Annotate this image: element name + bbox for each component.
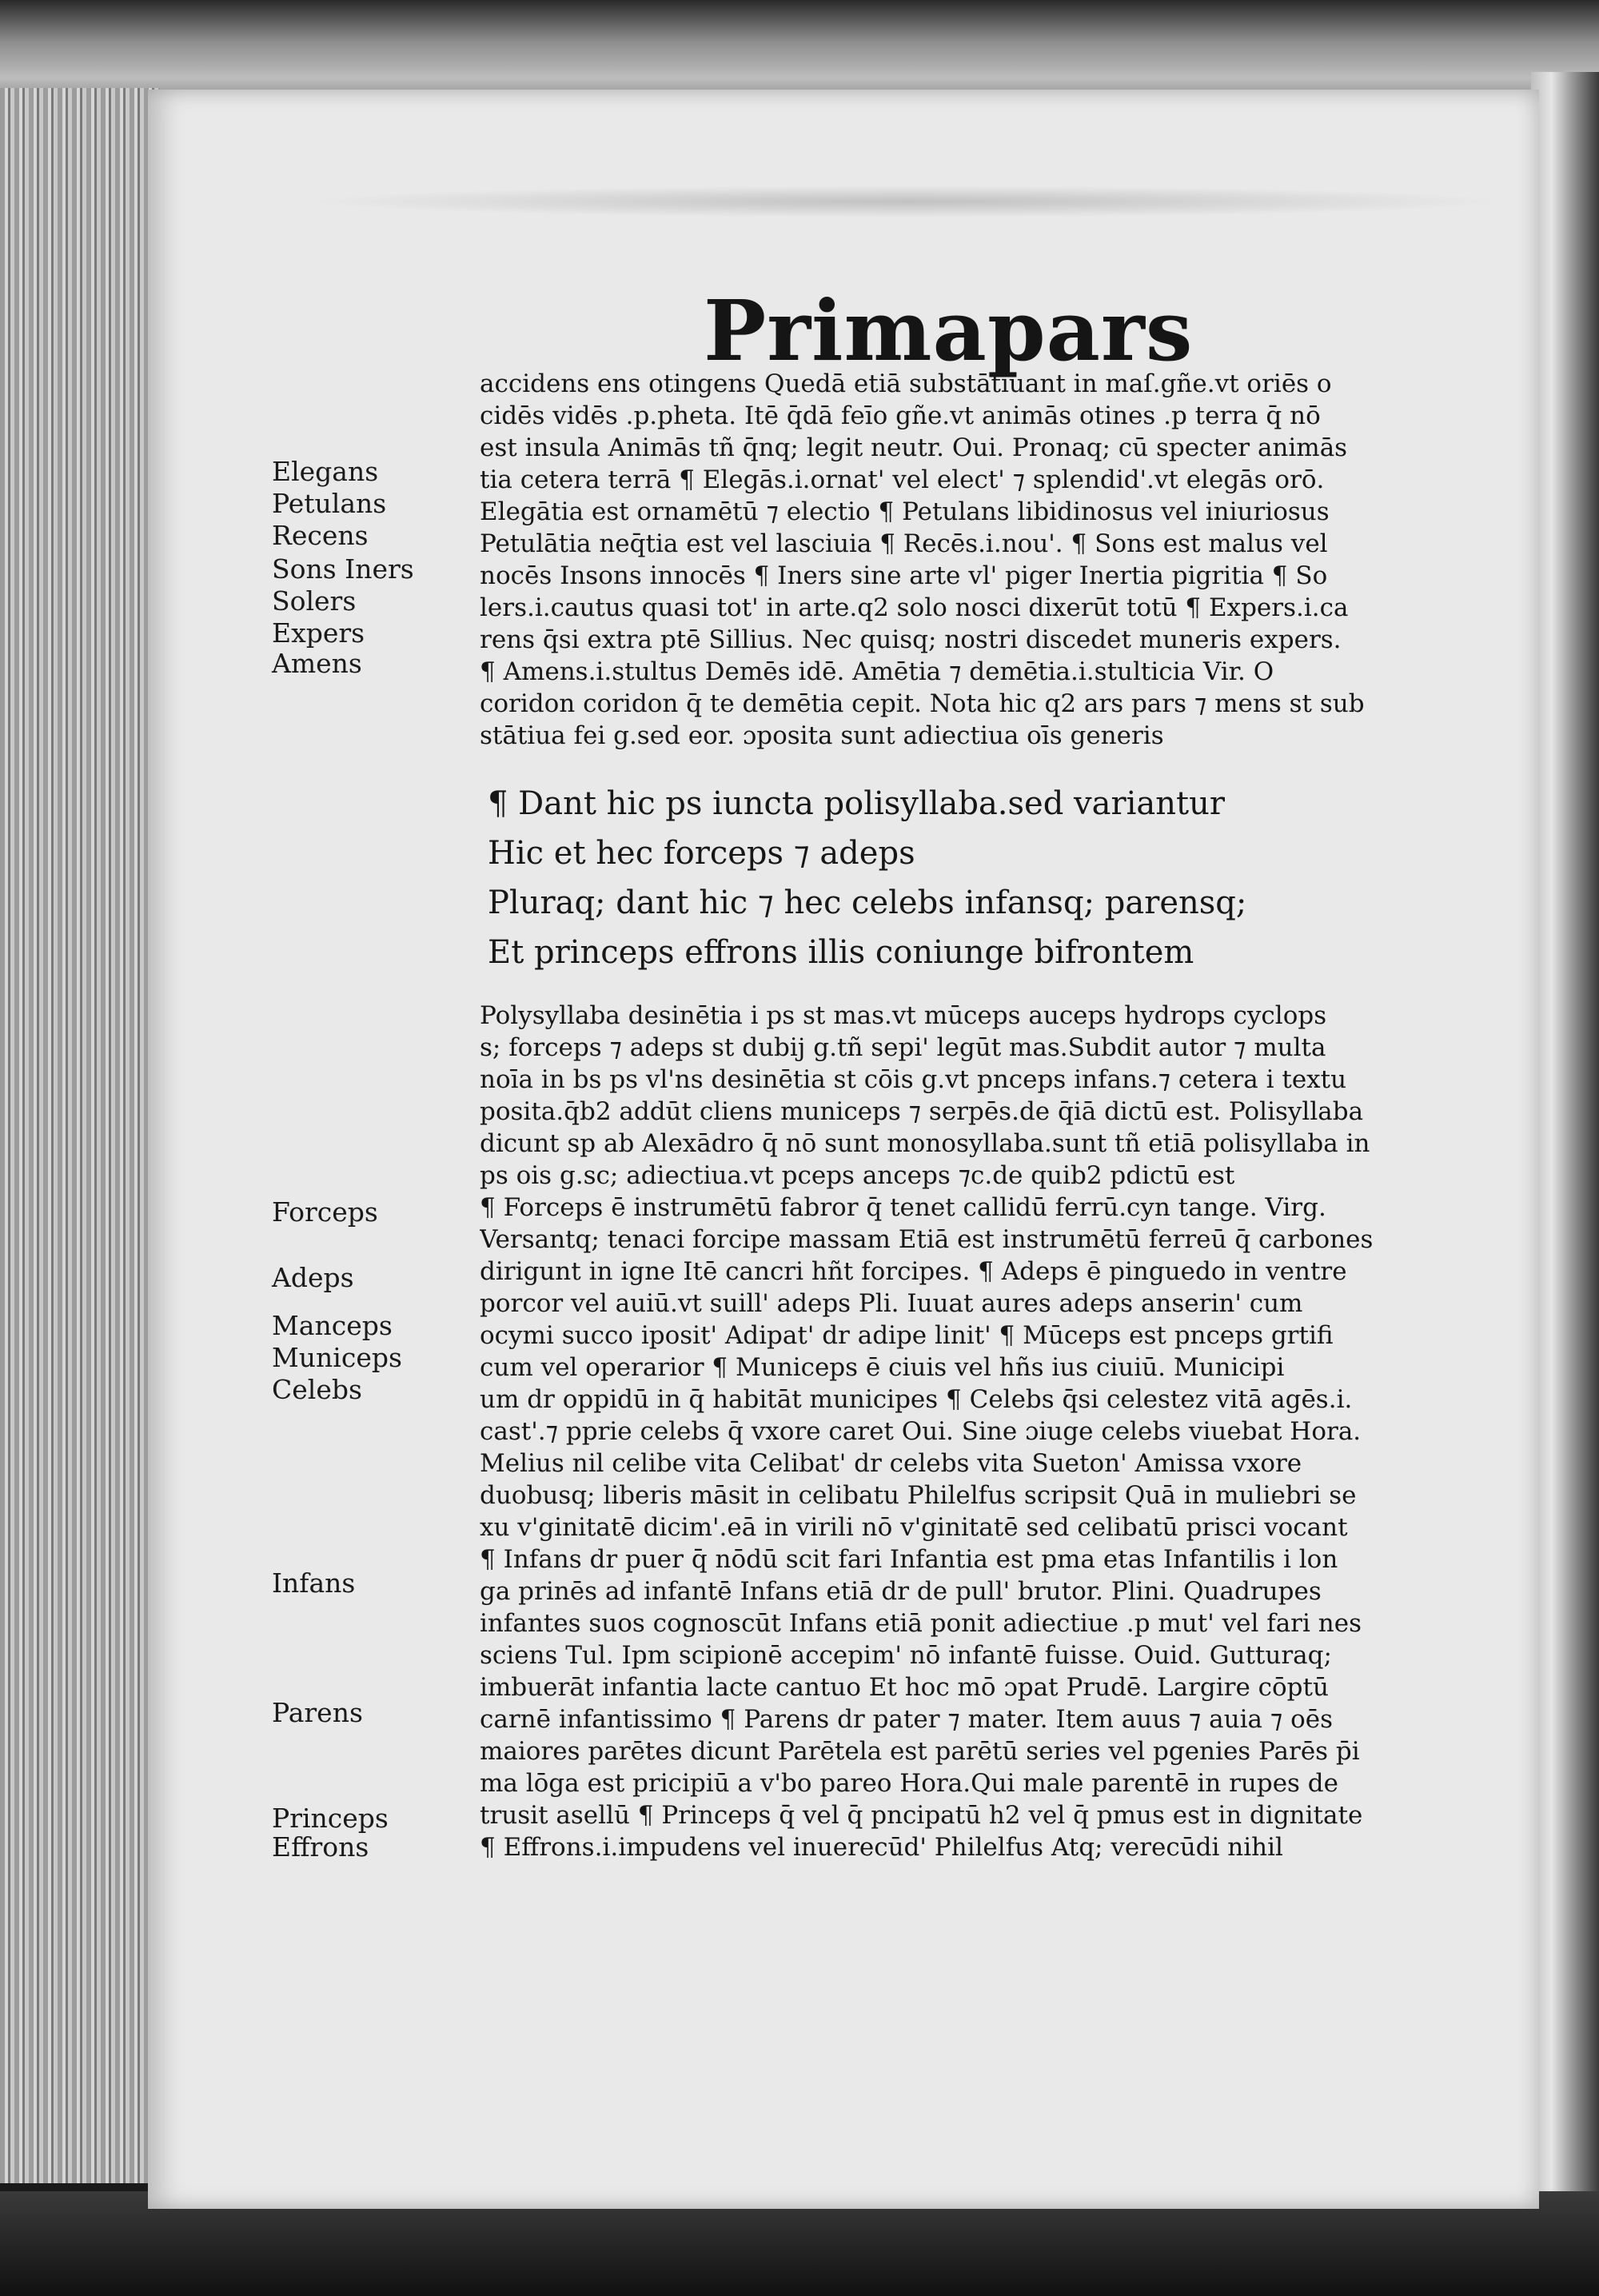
book-top-edge <box>0 0 1599 104</box>
text-line: imbuerāt infantia lacte cantuo Et hoc mō ɔpat Prudē. Largire cōptū <box>480 1673 1329 1702</box>
verse-line: Hic et hec forceps ⁊ adeps <box>488 835 915 872</box>
text-line: posita.q̄b2 addūt cliens municeps ⁊ serpēs.de q̄iā dictū est. Polisyllaba <box>480 1097 1364 1126</box>
text-line: ga prinēs ad infantē Infans etiā dr de pull' brutor. Plini. Quadrupes <box>480 1577 1322 1606</box>
text-line: tia cetera terrā ¶ Elegās.i.ornat' vel elect' ⁊ splendid'.vt elegās orō. <box>480 465 1325 494</box>
text-line: infantes suos cognoscūt Infans etiā ponit adiectiue .p mut' vel fari nes <box>480 1609 1362 1638</box>
text-line: trusit asellū ¶ Princeps q̄ vel q̄ pncipatū h2 vel q̄ pmus est in dignitate <box>480 1801 1363 1830</box>
text-line: porcor vel auiū.vt suill' adeps Pli. Iuuat aures adeps anserin' cum <box>480 1289 1303 1318</box>
text-line: noīa in bs ps vl'ns desinētia st cōis g.vt pnceps infans.⁊ cetera i textu <box>480 1065 1347 1094</box>
text-line: Elegātia est ornamētū ⁊ electio ¶ Petulans libidinosus vel iniuriosus <box>480 497 1330 526</box>
text-line: Petulātia neq̄tia est vel lasciuia ¶ Recēs.i.nou'. ¶ Sons est malus vel <box>480 529 1328 558</box>
margin-note: Infans <box>272 1567 356 1599</box>
running-head-left: Prima <box>704 282 987 380</box>
margin-note: Recens <box>272 520 369 551</box>
margin-note: Solers <box>272 585 357 617</box>
margin-note: Manceps <box>272 1310 393 1341</box>
text-line: coridon coridon q̄ te demētia cepit. Nota hic q2 ars pars ⁊ mens st sub <box>480 689 1365 718</box>
text-line: ¶ Amens.i.stultus Demēs idē. Amētia ⁊ demētia.i.stulticia Vir. O <box>480 657 1274 686</box>
text-line: ocymi succo iposit' Adipat' dr adipe linit' ¶ Mūceps est pnceps grtifi <box>480 1321 1334 1350</box>
text-line: ps ois g.sc; adiectiua.vt pceps anceps ⁊c.de quib2 pdictū est <box>480 1161 1235 1190</box>
text-line: ¶ Forceps ē instrumētū fabror q̄ tenet callidū ferrū.cyn tange. Virg. <box>480 1193 1326 1222</box>
text-line: Versantq; tenaci forcipe massam Etiā est instrumētū ferreū q̄ carbones <box>480 1225 1374 1254</box>
text-line: carnē infantissimo ¶ Parens dr pater ⁊ mater. Item auus ⁊ auia ⁊ oēs <box>480 1705 1334 1734</box>
verse-line: Pluraq; dant hic ⁊ hec celebs infansq; parensq; <box>488 884 1247 921</box>
text-line: cum vel operarior ¶ Municeps ē ciuis vel hñs ius ciuiū. Municipi <box>480 1353 1285 1382</box>
text-line: accidens ens otingens Quedā etiā substātiuant in maſ.gñe.vt oriēs o <box>480 369 1332 398</box>
page-stain <box>308 186 1507 218</box>
verse-line: ¶ Dant hic ps iuncta polisyllaba.sed variantur <box>488 785 1225 822</box>
margin-note: Sons Iners <box>272 553 414 585</box>
text-line: maiores parētes dicunt Parētela est parētū series vel pgenies Parēs p̄i <box>480 1737 1360 1766</box>
margin-note: Petulans <box>272 488 387 519</box>
margin-note: Celebs <box>272 1374 362 1405</box>
margin-note: Expers <box>272 617 365 649</box>
verse-line: Et princeps effrons illis coniunge bifrontem <box>488 934 1194 971</box>
margin-notes <box>272 456 496 1895</box>
text-line: rens q̄si extra ptē Sillius. Nec quisq; nostri discedet muneris expers. <box>480 625 1342 654</box>
text-line: um dr oppidū in q̄ habitāt municipes ¶ Celebs q̄si celestez vitā agēs.i. <box>480 1385 1353 1414</box>
verse-block <box>480 779 1407 977</box>
book-page-stack <box>0 88 160 2183</box>
margin-note: Municeps <box>272 1342 402 1373</box>
text-line: duobusq; liberis māsit in celibatu Philelfus scripsit Quā in muliebri se <box>480 1481 1357 1510</box>
text-line: xu v'ginitatē dicim'.eā in virili nō v'ginitatē sed celibatū prisci vocant <box>480 1513 1348 1542</box>
text-line: s; forceps ⁊ adeps st dubij g.tñ sepi' legūt mas.Subdit autor ⁊ multa <box>480 1033 1326 1062</box>
margin-note: Amens <box>272 648 362 679</box>
text-line: Melius nil celibe vita Celibat' dr celebs vita Sueton' Amissa vxore <box>480 1449 1302 1478</box>
text-line: Polysyllaba desinētia i ps st mas.vt mūceps auceps hydrops cyclops <box>480 1001 1327 1030</box>
margin-note: Adeps <box>272 1262 354 1293</box>
text-line: dicunt sp ab Alexādro q̄ nō sunt monosyllaba.sunt tñ etiā polisyllaba in <box>480 1129 1370 1158</box>
running-head <box>704 268 1194 380</box>
text-line: dirigunt in igne Itē cancri hñt forcipes. ¶ Adeps ē pinguedo in ventre <box>480 1257 1347 1286</box>
margin-note: Parens <box>272 1697 363 1728</box>
text-line: cast'.⁊ pprie celebs q̄ vxore caret Oui. Sine ɔiuge celebs viuebat Hora. <box>480 1417 1362 1446</box>
text-line: ¶ Infans dr puer q̄ nōdū scit fari Infantia est pma etas Infantilis i lon <box>480 1545 1338 1574</box>
commentary-1 <box>480 368 1407 752</box>
text-line: cidēs vidēs .p.pheta. Itē q̄dā feīo gñe.vt animās otines .p terra q̄ nō <box>480 401 1321 430</box>
margin-note: Forceps <box>272 1196 378 1228</box>
text-block <box>480 368 1407 1863</box>
text-line: ¶ Effrons.i.impudens vel inuerecūd' Philelfus Atq; verecūdi nihil <box>480 1833 1283 1862</box>
running-head-right: pars <box>987 282 1194 380</box>
text-line: nocēs Insons innocēs ¶ Iners sine arte vl' piger Inertia pigritia ¶ So <box>480 561 1328 590</box>
margin-note: Effrons <box>272 1831 369 1863</box>
text-line: ma lōga est pricipiū a v'bo pareo Hora.Qui male parentē in rupes de <box>480 1769 1338 1798</box>
text-line: sciens Tul. Ipm scipionē accepim' nō infantē fuisse. Ouid. Gutturaq; <box>480 1641 1332 1670</box>
text-line: lers.i.cautus quasi tot' in arte.q2 solo nosci dixerūt totū ¶ Expers.i.ca <box>480 593 1349 622</box>
text-line: stātiua fei g.sed eor. ɔposita sunt adiectiua oīs generis <box>480 721 1164 750</box>
margin-note: Elegans <box>272 456 379 487</box>
commentary-2 <box>480 1000 1407 1863</box>
book-right-edge <box>1531 72 1599 2199</box>
margin-note: Princeps <box>272 1803 389 1834</box>
text-line: est insula Animās tñ q̄nq; legit neutr. Oui. Pronaq; cū specter animās <box>480 433 1348 462</box>
